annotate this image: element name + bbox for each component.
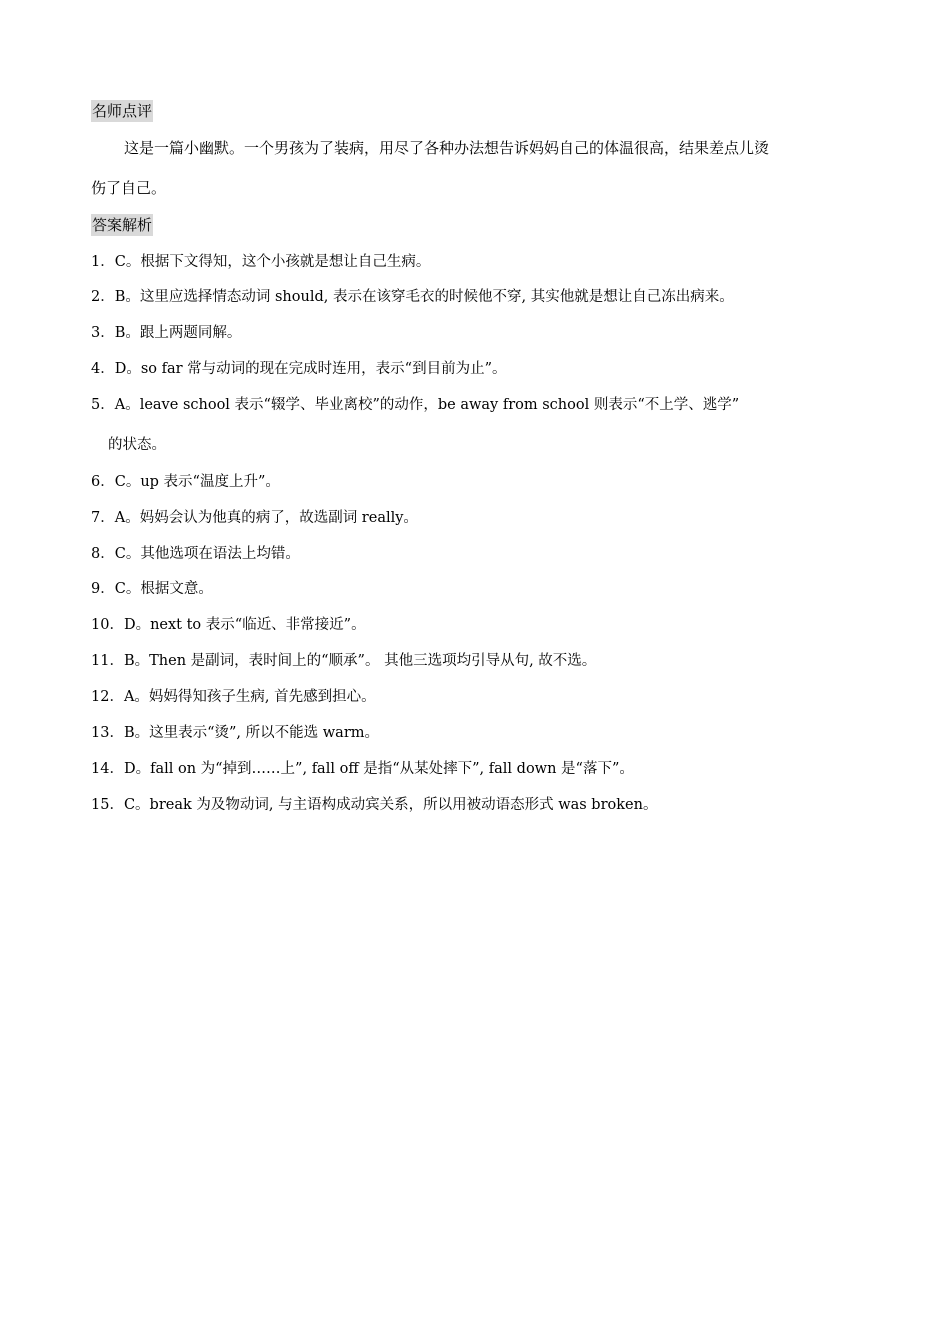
answer-item-6: 6．C。up 表示“温度上升”。 [91,474,280,490]
answer-item-1: 1．C。根据下文得知，这个小孩就是想让自己生病。 [91,254,431,270]
answer-item-15: 15．C。break 为及物动词, 与主语构成动宾关系，所以用被动语态形式 was broken。 [91,797,658,813]
answer-item-9: 9．C。根据文意。 [91,581,213,597]
answer-item-13: 13．B。这里表示“烫”, 所以不能选 warm。 [91,725,379,741]
answer-item-4: 4．D。so far 常与动词的现在完成时连用，表示“到目前为止”。 [91,361,507,377]
comment-text-line-1: 这是一篇小幽默。一个男孩为了装病，用尽了各种办法想告诉妈妈自己的体温很高，结果差点儿烫 [124,139,770,157]
comment-text-line-2: 伤了自己。 [91,179,167,197]
answer-item-11: 11．B。Then 是副词，表时间上的“顺承”。 其他三选项均引导从句, 故不选。 [91,653,597,669]
answer-item-12: 12．A。妈妈得知孩子生病, 首先感到担心。 [91,689,376,705]
answer-item-5: 5．A。leave school 表示“辍学、毕业离校”的动作，be away from school 则表示“不上学、逃学” [91,397,740,413]
answers-section-title: 答案解析 [92,216,153,234]
answer-item-3: 3．B。跟上两题同解。 [91,325,242,341]
answer-item-8: 8．C。其他选项在语法上均错。 [91,546,300,562]
comment-section-title: 名师点评 [92,102,153,120]
answer-item-5-continuation: 的状态。 [108,437,166,453]
answer-item-14: 14．D。fall on 为“掉到……上”, fall off 是指“从某处摔下”, fall down 是“落下”。 [91,761,634,777]
answer-item-7: 7．A。妈妈会认为他真的病了，故选副词 really。 [91,510,418,526]
answer-item-2: 2．B。这里应选择情态动词 should, 表示在该穿毛衣的时候他不穿, 其实他就是想让自己冻出病来。 [91,289,734,305]
answer-item-10: 10．D。next to 表示“临近、非常接近”。 [91,617,366,633]
